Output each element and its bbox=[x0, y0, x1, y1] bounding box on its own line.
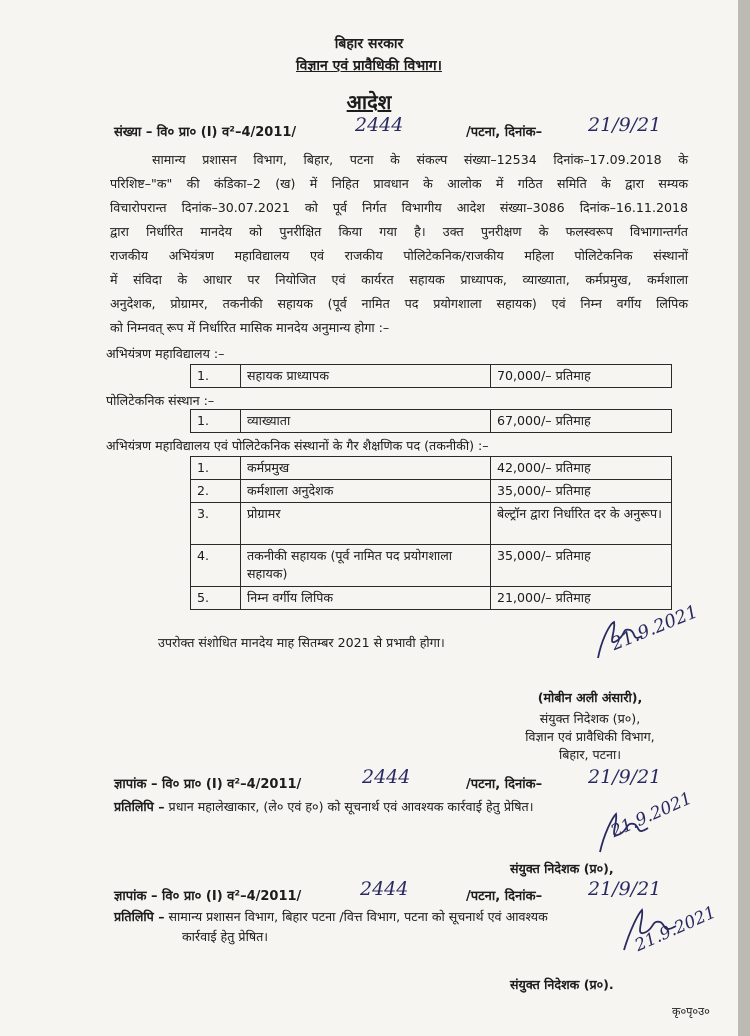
post-name: तकनीकी सहायक (पूर्व नामित पद प्रयोगशाला सहायक) bbox=[241, 545, 491, 587]
memo1-date-handwritten: 21/9/21 bbox=[588, 766, 662, 788]
post-name: प्रोग्रामर bbox=[241, 503, 491, 545]
table-row bbox=[191, 457, 672, 480]
body-line: में संविदा के आधार पर नियोजित एवं कार्यरत सहायक प्राध्यापक, व्याख्याता, कर्मप्रमुख, कर्मशाला bbox=[110, 272, 688, 287]
row-number: 4. bbox=[191, 545, 241, 587]
section-heading-non-teaching: अभियंत्रण महाविद्यालय एवं पोलिटेकनिक संस्थानों के गैर शैक्षणिक पद (तकनीकी) :– bbox=[106, 438, 489, 453]
monthly-amount: 21,000/– प्रतिमाह bbox=[491, 587, 672, 610]
salary-table-non-teaching bbox=[190, 456, 672, 610]
memo1-copy-label: प्रतिलिपि – bbox=[114, 799, 165, 814]
memo1-copy-text: प्रधान महालेखाकार, (ले० एवं ह०) को सूचनार्थ एवं आवश्यक कार्रवाई हेतु प्रेषित। bbox=[168, 799, 534, 814]
order-title: आदेश bbox=[346, 90, 392, 114]
signature-date-handwritten: 21.9.2021 bbox=[608, 601, 701, 655]
memo1-reference-prefix: ज्ञापांक – वि० प्रा० (I) व²–4/2011/ bbox=[114, 777, 302, 792]
body-line: द्वारा निर्धारित मानदेय को पुनरीक्षित किया गया है। उक्त पुनरीक्षण के फलस्वरूप विभागान्तर्गत bbox=[110, 224, 688, 239]
post-name: कर्मप्रमुख bbox=[241, 457, 491, 480]
signatory-department: विज्ञान एवं प्रावैधिकी विभाग, bbox=[525, 729, 655, 744]
order-date-handwritten: 21/9/21 bbox=[588, 114, 662, 136]
memo2-date-handwritten: 21/9/21 bbox=[588, 878, 662, 900]
department-heading-text: विज्ञान एवं प्रावैधिकी विभाग। bbox=[296, 58, 442, 74]
monthly-amount: बेल्ट्रॉन द्वारा निर्धारित दर के अनुरूप। bbox=[491, 503, 672, 545]
table-row bbox=[191, 545, 672, 587]
memo2-copy-label: प्रतिलिपि – bbox=[114, 909, 165, 924]
memo2-copy-text-1: सामान्य प्रशासन विभाग, बिहार पटना /वित्त विभाग, पटना को सूचनार्थ एवं आवश्यक bbox=[168, 909, 548, 924]
order-body bbox=[110, 148, 688, 340]
government-heading: बिहार सरकार bbox=[334, 36, 404, 52]
table-row bbox=[191, 503, 672, 545]
row-number: 5. bbox=[191, 587, 241, 610]
order-place-date-label: /पटना, दिनांक– bbox=[466, 125, 543, 140]
memo1-sign-date-handwritten: 21.9.2021 bbox=[607, 788, 696, 842]
monthly-amount: 35,000/– प्रतिमाह bbox=[491, 480, 672, 503]
monthly-amount: 67,000/– प्रतिमाह bbox=[491, 410, 672, 433]
signatory-name: (मोबीन अली अंसारी), bbox=[537, 690, 643, 705]
table-row bbox=[191, 587, 672, 610]
post-name: सहायक प्राध्यापक bbox=[241, 365, 491, 388]
department-heading bbox=[0, 56, 738, 75]
post-name: निम्न वर्गीय लिपिक bbox=[241, 587, 491, 610]
monthly-amount: 35,000/– प्रतिमाह bbox=[491, 545, 672, 587]
monthly-amount: 70,000/– प्रतिमाह bbox=[491, 365, 672, 388]
memo2-place-date-label: /पटना, दिनांक– bbox=[466, 889, 543, 904]
row-number: 1. bbox=[191, 365, 241, 388]
post-name: व्याख्याता bbox=[241, 410, 491, 433]
signatory-designation: संयुक्त निदेशक (प्र०), bbox=[539, 711, 641, 726]
salary-table-polytechnic bbox=[190, 409, 672, 433]
body-line: अनुदेशक, प्रोग्रामर, तकनीकी सहायक (पूर्व नामित पद प्रयोगशाला सहायक) एवं निम्न वर्गीय लिपिक bbox=[110, 296, 688, 311]
section-heading-engineering-college: अभियंत्रण महाविद्यालय :– bbox=[106, 346, 225, 361]
body-line: राजकीय अभियंत्रण महाविद्यालय एवं राजकीय पोलिटेकनिक/राजकीय महिला पोलिटेकनिक संस्थानों bbox=[110, 248, 688, 263]
table-row bbox=[191, 410, 672, 433]
table-row bbox=[191, 480, 672, 503]
effective-date-note: उपरोक्त संशोधित मानदेय माह सितम्बर 2021 से प्रभावी होगा। bbox=[158, 635, 445, 650]
order-reference-prefix: संख्या – वि० प्रा० (I) व²–4/2011/ bbox=[114, 125, 297, 140]
memo2-number-handwritten: 2444 bbox=[360, 878, 409, 900]
monthly-amount: 42,000/– प्रतिमाह bbox=[491, 457, 672, 480]
memo2-reference-prefix: ज्ञापांक – वि० प्रा० (I) व²–4/2011/ bbox=[114, 889, 302, 904]
post-name: कर्मशाला अनुदेशक bbox=[241, 480, 491, 503]
section-heading-polytechnic: पोलिटेकनिक संस्थान :– bbox=[106, 393, 215, 408]
memo1-place-date-label: /पटना, दिनांक– bbox=[466, 777, 543, 792]
page-edge bbox=[738, 0, 750, 1036]
row-number: 2. bbox=[191, 480, 241, 503]
row-number: 1. bbox=[191, 410, 241, 433]
memo2-sign-date-handwritten: 21.9.2021 bbox=[631, 902, 720, 956]
body-line: को निम्नवत् रूप में निर्धारित मासिक मानदेय अनुमान्य होगा :– bbox=[110, 320, 390, 335]
row-number: 3. bbox=[191, 503, 241, 545]
page-turn-note: कृ०पृ०उ० bbox=[672, 1005, 710, 1018]
salary-table-engineering-college bbox=[190, 364, 672, 388]
memo2-signatory: संयुक्त निदेशक (प्र०). bbox=[510, 977, 614, 992]
memo1-signatory: संयुक्त निदेशक (प्र०), bbox=[510, 861, 614, 876]
memo1-number-handwritten: 2444 bbox=[362, 766, 411, 788]
memo2-copy bbox=[114, 908, 548, 925]
memo1-copy bbox=[114, 798, 533, 815]
order-number-handwritten: 2444 bbox=[355, 114, 404, 136]
body-line: विचारोपरान्त दिनांक–30.07.2021 को पूर्व निर्गत विभागीय आदेश संख्या–3086 दिनांक–16.11.2018 bbox=[110, 200, 688, 215]
body-line: परिशिष्ट–"क" की कंडिका–2 (ख) में निहित प्रावधान के आलोक में गठित समिति के द्वारा सम्यक bbox=[110, 176, 688, 191]
row-number: 1. bbox=[191, 457, 241, 480]
table-row bbox=[191, 365, 672, 388]
signatory-location: बिहार, पटना। bbox=[558, 747, 622, 762]
memo2-copy-text-2: कार्रवाई हेतु प्रेषित। bbox=[182, 929, 269, 944]
body-line: सामान्य प्रशासन विभाग, बिहार, पटना के संकल्प संख्या–12534 दिनांक–17.09.2018 के bbox=[152, 152, 688, 167]
